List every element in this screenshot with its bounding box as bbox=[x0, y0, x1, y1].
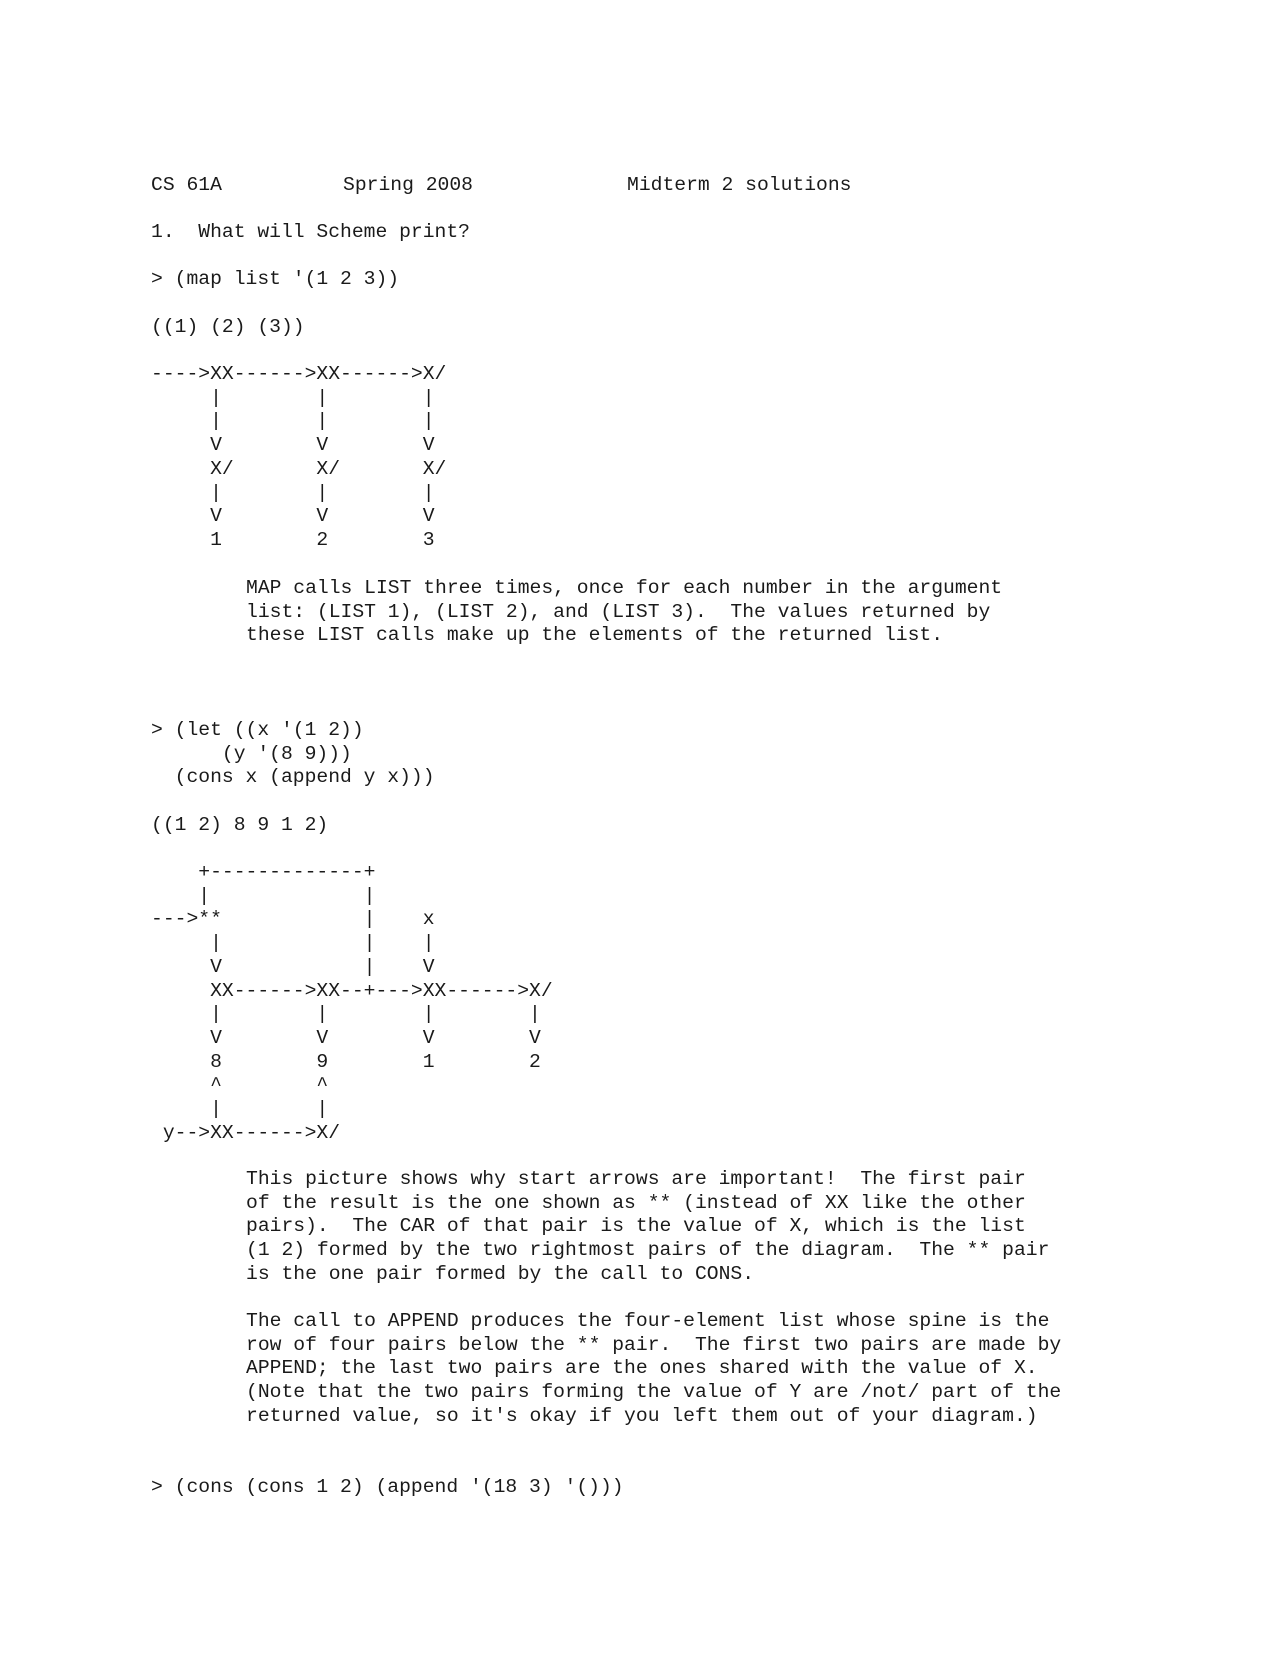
header-term: Spring 2008 bbox=[343, 174, 473, 196]
part1-explanation: MAP calls LIST three times, once for each number in the argument list: (LIST 1), (LIST 2), and (LIST 3). The values returned by these LIST calls make up the elements of the returned list. bbox=[246, 577, 1003, 647]
part1-expression: > (map list '(1 2 3)) bbox=[151, 268, 400, 290]
part2-result: ((1 2) 8 9 1 2) bbox=[151, 814, 329, 836]
part3-expression: > (cons (cons 1 2) (append '(18 3) '())) bbox=[151, 1476, 624, 1498]
header-title: Midterm 2 solutions bbox=[627, 174, 852, 196]
part2-box-pointer-diagram: +-------------+ | | --->** | x | | | V | V XX------>XX--+--->XX------>X/ | | | | V V V V 8 9 1 2 ^ ^ | | y-->XX------>X/ bbox=[151, 861, 553, 1144]
part2-explanation-2: The call to APPEND produces the four-element list whose spine is the row of four pairs below the ** pair. The first two pairs are made by APPEND; the last two pairs are the ones shared with the value of X. (Note that the two pairs forming the value of Y are /not/ part of the returned value, so it's okay if you left them out of your diagram.) bbox=[246, 1310, 1062, 1427]
question-heading: 1. What will Scheme print? bbox=[151, 221, 470, 243]
part1-box-pointer-diagram: ---->XX------>XX------>X/ | | | | | | V V V X/ X/ X/ | | | V V V 1 2 3 bbox=[151, 363, 447, 551]
part2-explanation-1: This picture shows why start arrows are important! The first pair of the result is the one shown as ** (instead of XX like the other pairs). The CAR of that pair is the value of X, which is the list (1 2) formed by the two rightmost pairs of the diagram. The ** pair is the one pair formed by the call to CONS. bbox=[246, 1168, 1050, 1285]
part2-expression: > (let ((x '(1 2)) (y '(8 9))) (cons x (append y x))) bbox=[151, 719, 435, 789]
part1-result: ((1) (2) (3)) bbox=[151, 316, 305, 338]
header-course: CS 61A bbox=[151, 174, 222, 196]
